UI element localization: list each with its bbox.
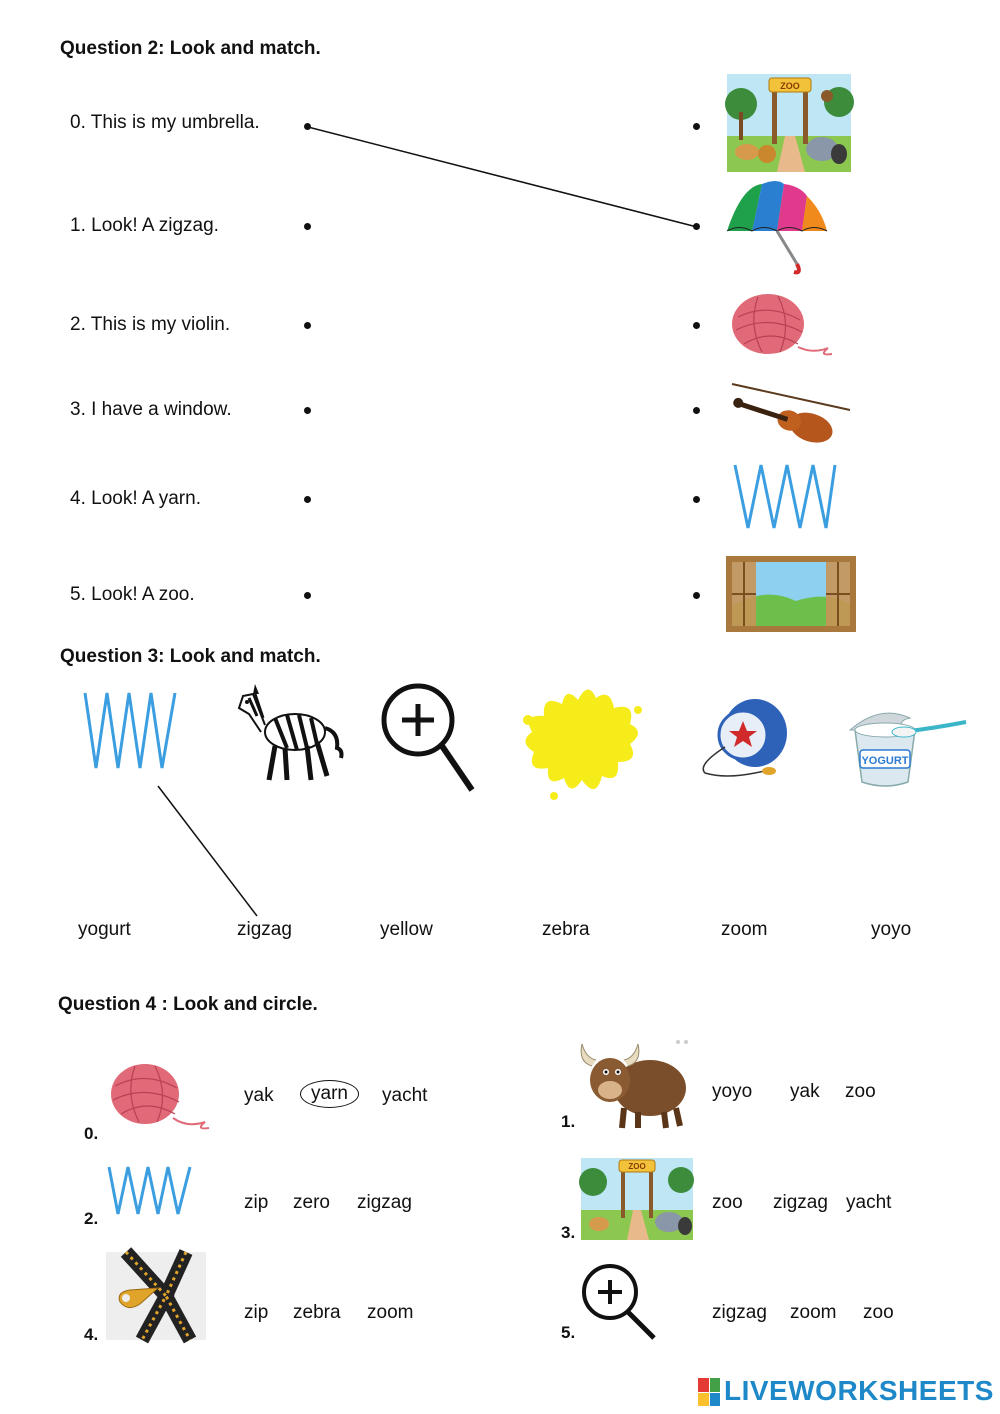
- liveworksheets-logo-text: LIVEWORKSHEETS: [724, 1375, 994, 1406]
- q4-item-4-option-2[interactable]: zoom: [367, 1302, 414, 1323]
- q4-item-5-number: 5.: [561, 1323, 576, 1342]
- svg-text:ZOO: ZOO: [628, 1162, 646, 1171]
- q2-sentence-1: 1. Look! A zigzag.: [70, 215, 219, 236]
- q4-item-1-option-1[interactable]: yak: [790, 1081, 820, 1102]
- q2-sentence-5: 5. Look! A zoo.: [70, 584, 195, 605]
- q4-item-1-number: 1.: [561, 1112, 576, 1131]
- svg-text:YOGURT: YOGURT: [861, 755, 909, 767]
- q4-item-3-option-2[interactable]: yacht: [846, 1192, 892, 1213]
- q4-item-5-option-0[interactable]: zigzag: [712, 1302, 767, 1323]
- q4-yarn-ball-picture: [107, 1058, 212, 1138]
- liveworksheets-logo-icon: [698, 1378, 720, 1406]
- q4-zoo-gate-picture: [581, 1158, 693, 1240]
- q4-item-2-option-2[interactable]: zigzag: [357, 1192, 412, 1213]
- q4-item-3-option-0[interactable]: zoo: [712, 1192, 743, 1213]
- q2-sentence-0: 0. This is my umbrella.: [70, 112, 260, 133]
- q3-word-4[interactable]: zoom: [721, 919, 768, 940]
- q3-word-5[interactable]: yoyo: [871, 919, 912, 940]
- q2-sentence-2: 2. This is my violin.: [70, 314, 231, 335]
- q4-item-2-option-1[interactable]: zero: [293, 1192, 330, 1213]
- q4-item-0-option-1-circled[interactable]: yarn: [300, 1080, 359, 1108]
- q4-item-3-number: 3.: [561, 1223, 576, 1242]
- q3-word-1[interactable]: zigzag: [237, 919, 292, 940]
- q4-item-1-option-2[interactable]: zoo: [845, 1081, 876, 1102]
- q3-title: Question 3: Look and match.: [60, 646, 321, 667]
- q4-yak-picture: [578, 1036, 693, 1131]
- q4-item-3-option-1[interactable]: zigzag: [773, 1192, 828, 1213]
- q4-title: Question 4 : Look and circle.: [58, 994, 318, 1015]
- q4-zoom-magnifier-picture: [580, 1262, 660, 1342]
- q4-item-4-option-0[interactable]: zip: [244, 1302, 269, 1323]
- q4-item-0-number: 0.: [84, 1124, 99, 1143]
- q4-item-0-option-2[interactable]: yacht: [382, 1085, 428, 1106]
- q4-item-4-option-1[interactable]: zebra: [293, 1302, 341, 1323]
- q4-item-1-option-0[interactable]: yoyo: [712, 1081, 753, 1102]
- q2-title: Question 2: Look and match.: [60, 38, 321, 59]
- svg-text:ZOO: ZOO: [780, 81, 800, 91]
- q4-item-5-option-2[interactable]: zoo: [863, 1302, 894, 1323]
- q4-item-4-number: 4.: [84, 1325, 99, 1344]
- q4-item-0-option-0[interactable]: yak: [244, 1085, 274, 1106]
- q4-item-5-option-1[interactable]: zoom: [790, 1302, 837, 1323]
- q4-zigzag-picture: [106, 1164, 196, 1219]
- q4-zipper-picture: [106, 1252, 206, 1340]
- q4-item-2-number: 2.: [84, 1209, 99, 1228]
- q3-word-3[interactable]: zebra: [542, 919, 590, 940]
- q2-sentence-3: 3. I have a window.: [70, 399, 232, 420]
- q2-sentence-4: 4. Look! A yarn.: [70, 488, 201, 509]
- q3-word-0[interactable]: yogurt: [78, 919, 131, 940]
- q3-word-2[interactable]: yellow: [380, 919, 433, 940]
- q4-item-2-option-0[interactable]: zip: [244, 1192, 269, 1213]
